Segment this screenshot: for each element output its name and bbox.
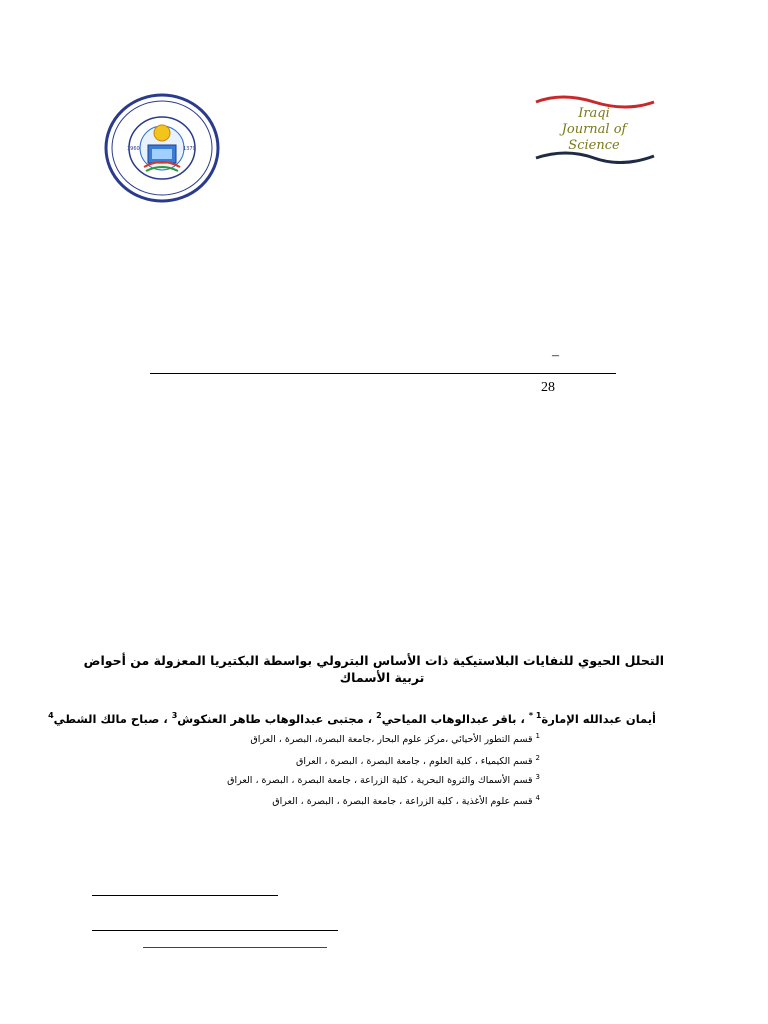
- affiliation-text: قسم علوم الأغذية ، كلية الزراعة ، جامعة البصرة ، البصرة ، العراق: [272, 796, 533, 808]
- author-name: باقر عبدالوهاب المياحي: [381, 711, 517, 726]
- header-dash: –: [552, 348, 559, 363]
- journal-logo-line-2: Journal of: [561, 122, 627, 137]
- title-line-1: التحلل الحيوي للنفايات البلاستيكية ذات الأساس البترولي بواسطة البكتيريا المعزولة من أحواض: [83, 653, 664, 668]
- svg-text:1379: 1379: [183, 146, 196, 152]
- affiliation-text: قسم الكيمياء ، كلية العلوم ، جامعة البصرة ، البصرة ، العراق: [296, 756, 533, 768]
- svg-text:1960: 1960: [127, 146, 140, 152]
- affiliation-3: [190, 771, 540, 787]
- page-number: 28: [541, 380, 555, 395]
- affiliation-number: 3: [535, 773, 540, 781]
- college-seal-logo: [104, 93, 220, 203]
- author-name: أيمان عبدالله الإمارة: [541, 711, 656, 726]
- title-line-2: تربية الأسماك: [339, 670, 425, 685]
- footnote-separator: [92, 930, 338, 931]
- author-superscript: 1 *: [528, 711, 542, 720]
- header-rule: [150, 373, 616, 374]
- author-superscript: 3: [171, 711, 178, 720]
- affiliation-text: قسم الأسماك والثروة البحرية ، كلية الزراعة ، جامعة البصرة ، البصرة ، العراق: [227, 775, 533, 787]
- email-link[interactable]: [143, 947, 327, 948]
- affiliation-1: [190, 730, 540, 746]
- affiliation-number: 1: [535, 732, 540, 740]
- author-name: صباح مالك الشطي: [53, 711, 160, 726]
- affiliation-4: [190, 792, 540, 808]
- article-title: [83, 652, 664, 686]
- author-list: أيمان عبدالله الإمارة$^{1 *}$ ، باقر عبدالوهاب المياحي$^2$ ، مجتبى عبدالوهاب طاهر العنكوش$^3$ ، صباح مالك الشطي$^4$: [48, 711, 656, 726]
- journal-logo-line-3: Science: [568, 138, 620, 153]
- journal-logo-line-1: Iraqi: [578, 106, 610, 121]
- author-superscript: 2: [376, 711, 382, 720]
- author-superscript: 4: [48, 711, 54, 720]
- affiliation-2: [190, 752, 540, 768]
- author-name: مجتبى عبدالوهاب طاهر العنكوش: [177, 711, 364, 726]
- footnote-rule: [92, 895, 278, 896]
- affiliation-text: قسم التطور الأحيائي ،مركز علوم البحار ،جامعة البصرة، البصرة ، العراق: [250, 734, 533, 746]
- iraqi-journal-of-science-logo: [532, 92, 656, 164]
- affiliation-number: 2: [535, 754, 540, 762]
- affiliation-number: 4: [535, 794, 540, 802]
